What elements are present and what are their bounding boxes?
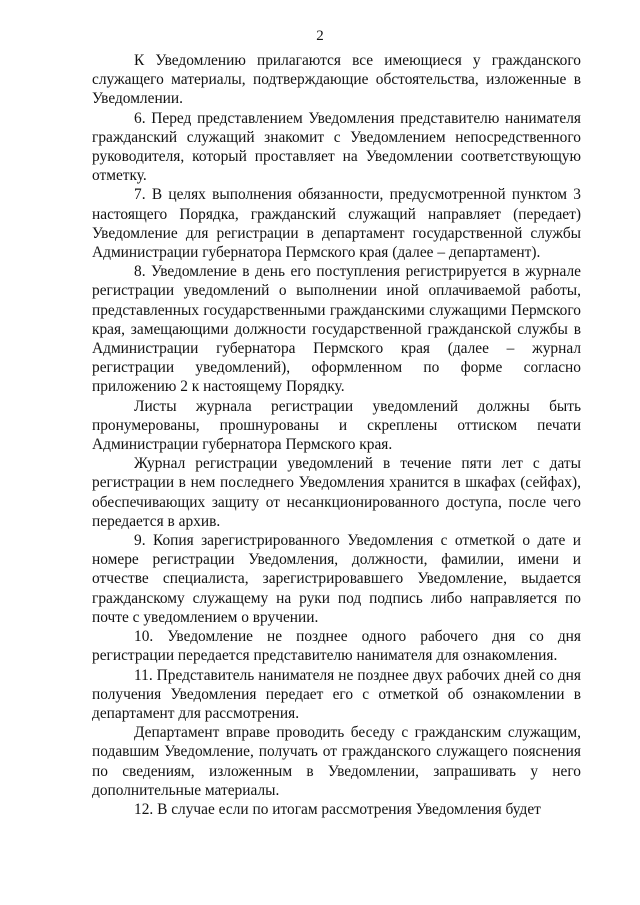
paragraph-item-6: 6. Перед представлением Уведомления представителю нанимателя гражданский служащий знакомит с Уведомлением непосредственного руководителя, который проставляет на Уведомлении соответствующую отметку. [92,109,581,185]
paragraph-item-10: 10. Уведомление не позднее одного рабочего дня со дня регистрации передается представителю нанимателя для ознакомления. [92,628,581,665]
paragraph-item-7: 7. В целях выполнения обязанности, предусмотренной пунктом 3 настоящего Порядка, гражданский служащий направляет (передает) Уведомление для регистрации в департамент государственной службы Администрации губернатора Пермского края (далее – департамент). [92,186,581,262]
paragraph-journal-sheets: Листы журнала регистрации уведомлений должны быть пронумерованы, прошнурованы и скреплены оттиском печати Администрации губернатора Пермского края. [92,397,581,454]
paragraph-attachments: К Уведомлению прилагаются все имеющиеся у гражданского служащего материалы, подтверждающие обстоятельства, изложенные в Уведомлении. [92,52,581,108]
paragraph-item-12: 12. В случае если по итогам рассмотрения Уведомления будет [134,800,541,818]
paragraph-journal-storage: Журнал регистрации уведомлений в течение пяти лет с даты регистрации в нем последнего Уведомления хранится в шкафах (сейфах), обеспечивающих защиту от несанкционированного доступа, после чего передается в архив. [92,455,581,530]
page-number: 2 [316,28,324,44]
paragraph-item-11: 11. Представитель нанимателя не позднее двух рабочих дней со дня получения Уведомления передает его с отметкой об ознакомлении в департамент для рассмотрения. [92,666,581,722]
paragraph-department-rights: Департамент вправе проводить беседу с гражданским служащим, подавшим Уведомление, получать от гражданского служащего пояснения по сведениям, изложенным в Уведомлении, запрашивать у него дополнительные материалы. [92,724,581,799]
paragraph-item-8: 8. Уведомление в день его поступления регистрируется в журнале регистрации уведомлений о выполнении иной оплачиваемой работы, представленных государственными гражданскими служащими Пермского края, замещающими должности государственной гражданской службы в Администрации губернатора Пермского края (далее – журнал регистрации уведомлений), оформленном по форме согласно приложению 2 к настоящему Порядку. [92,263,581,396]
paragraph-item-9: 9. Копия зарегистрированного Уведомления с отметкой о дате и номере регистрации Уведомления, должности, фамилии, имени и отчестве специалиста, зарегистрировавшего Уведомление, выдается гражданскому служащему на руки под подпись либо направляется по почте с уведомлением о вручении. [92,532,581,626]
document-body [92,51,581,819]
